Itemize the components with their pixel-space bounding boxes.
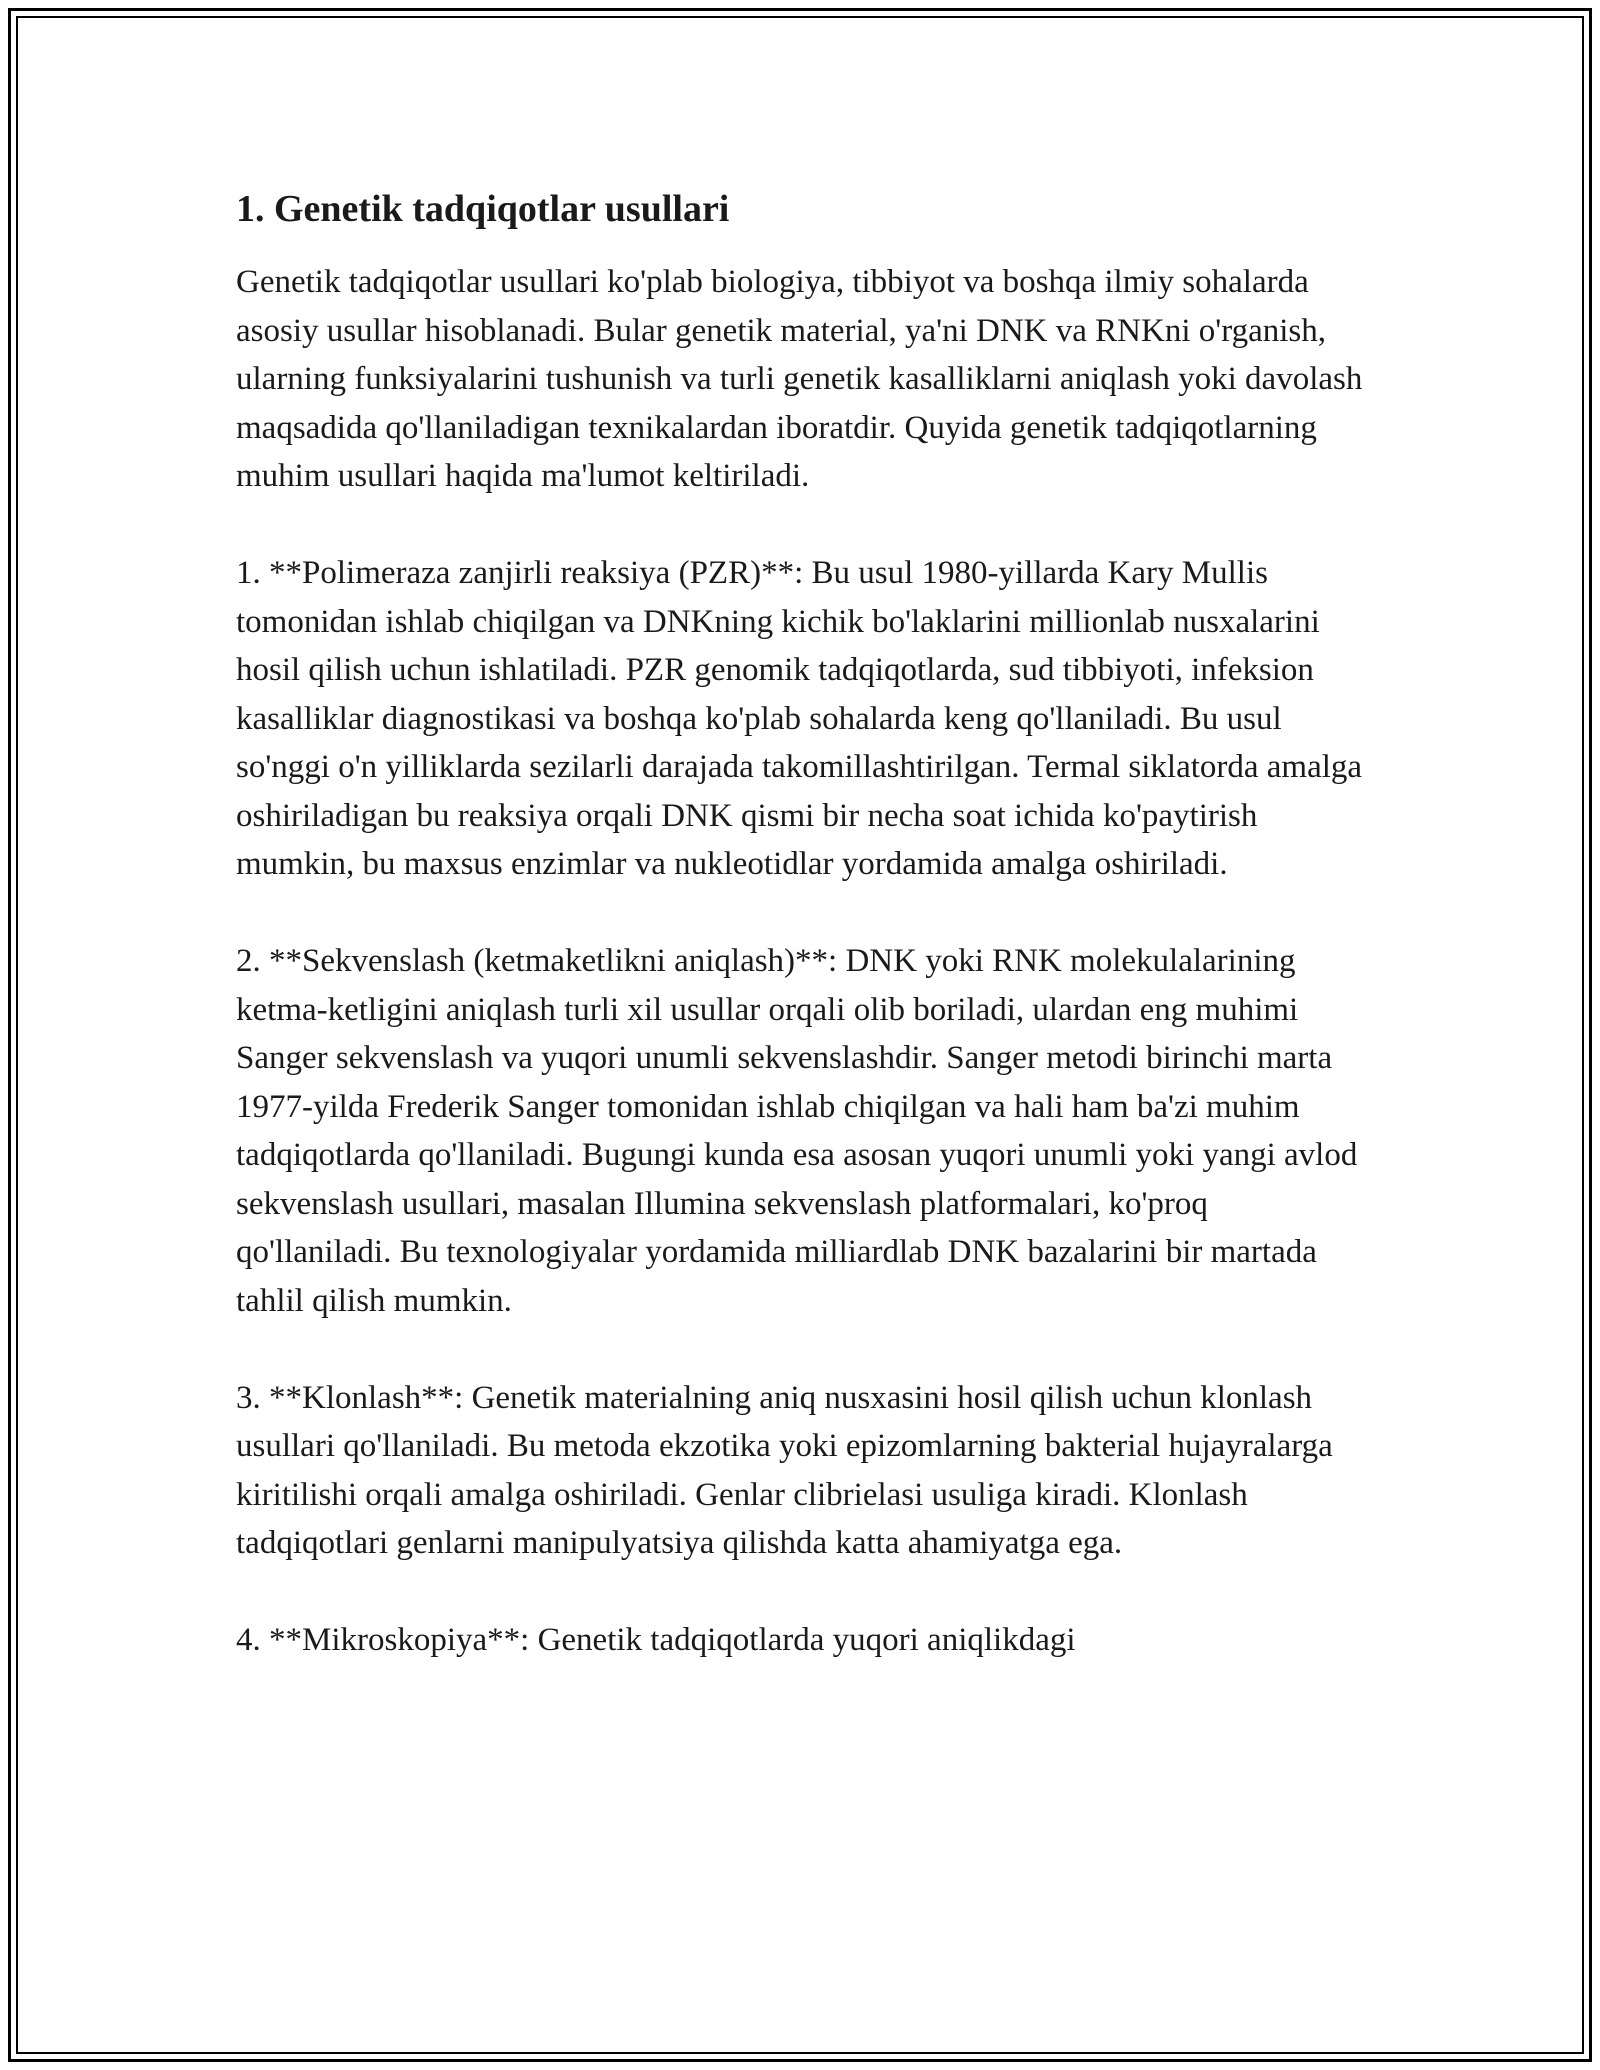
paragraph-cloning: 3. **Klonlash**: Genetik materialning aniq nusxasini hosil qilish uchun klonlash usullari qo'llaniladi. Bu metoda ekzotika yoki epizomlarning bakterial hujayralarga kiritilishi orqali amalga oshiriladi. Genlar clibrielasi usuliga kiradi. Klonlash tadqiqotlari genlarni manipulyatsiya qilishda katta ahamiyatga ega. (236, 1379, 1333, 1561)
paragraph-pcr: 1. **Polimeraza zanjirli reaksiya (PZR)**: Bu usul 1980-yillarda Kary Mullis tomonidan ishlab chiqilgan va DNKning kichik bo'laklarini millionlab nusxalarini hosil qilish uchun ishlatiladi. PZR genomik tadqiqotlarda, sud tibbiyoti, infeksion kasalliklar diagnostikasi va boshqa ko'plab sohalarda keng qo'llaniladi. Bu usul so'nggi o'n yilliklarda sezilarli darajada takomillashtirilgan. Termal siklatorda amalga oshiriladigan bu reaksiya orqali DNK qismi bir necha soat ichida ko'paytirish mumkin, bu maxsus enzimlar va nukleotidlar yordamida amalga oshiriladi. (236, 555, 1363, 882)
intro-paragraph: Genetik tadqiqotlar usullari ko'plab biologiya, tibbiyot va boshqa ilmiy sohalarda asosiy usullar hisoblanadi. Bular genetik material, ya'ni DNK va RNKni o'rganish, ularning funksiyalarini tushunish va turli genetik kasalliklarni aniqlash yoki davolash maqsadida qo'llaniladigan texnikalardan iboratdir. Quyida genetik tadqiqotlarning muhim usullari haqida ma'lumot keltiriladi. (236, 264, 1363, 494)
paragraph-sequencing: 2. **Sekvenslash (ketmaketlikni aniqlash)**: DNK yoki RNK molekulalarining ketma-ketligini aniqlash turli xil usullar orqali olib boriladi, ulardan eng muhimi Sanger sekvenslash va yuqori unumli sekvenslashdir. Sanger metodi birinchi marta 1977-yilda Frederik Sanger tomonidan ishlab chiqilgan va hali ham ba'zi muhim tadqiqotlarda qo'llaniladi. Bugungi kunda esa asosan yuqori unumli yoki yangi avlod sekvenslash usullari, masalan Illumina sekvenslash platformalari, ko'proq qo'llaniladi. Bu texnologiyalar yordamida milliardlab DNK bazalarini bir martada tahlil qilish mumkin. (236, 943, 1358, 1319)
document-title: 1. Genetik tadqiqotlar usullari (236, 188, 730, 230)
document-body (236, 185, 1366, 1665)
paragraph-microscopy: 4. **Mikroskopiya**: Genetik tadqiqotlarda yuqori aniqlikdagi (236, 1622, 1076, 1658)
